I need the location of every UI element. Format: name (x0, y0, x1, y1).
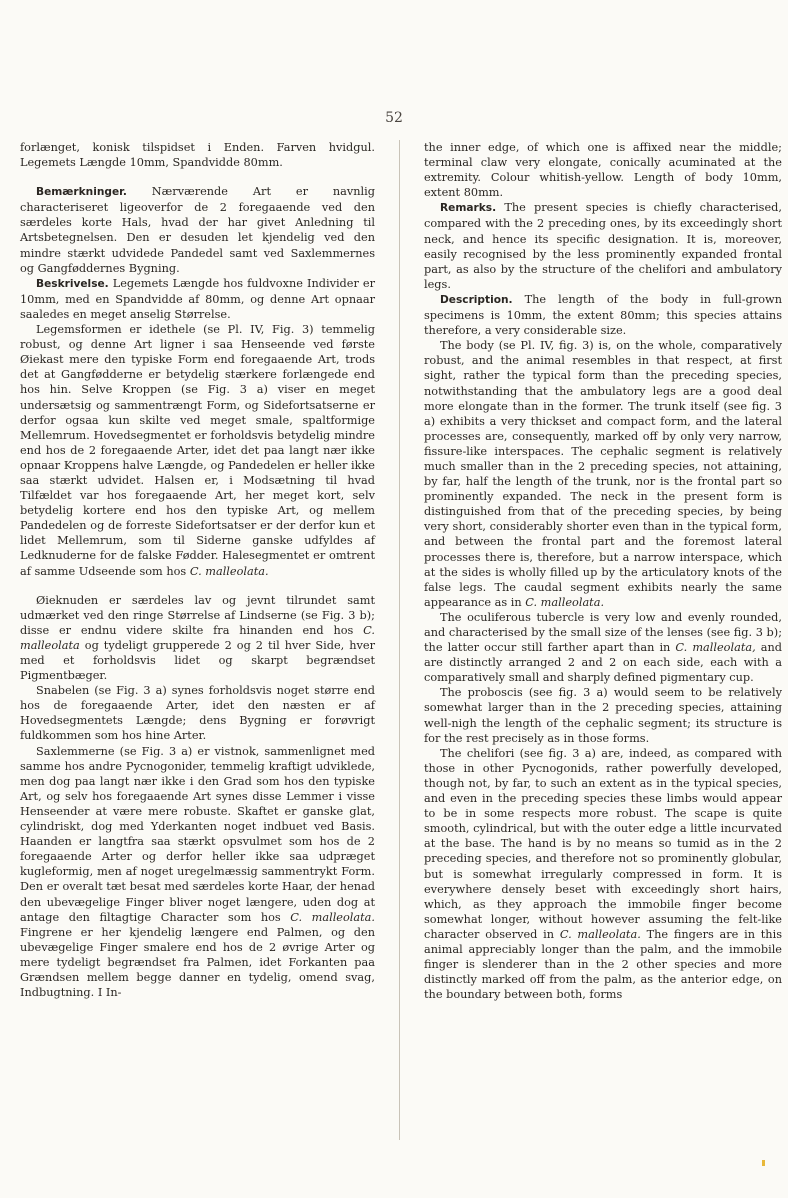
left-body-text: og tydeligt grupperede 2 og 2 til hver Side, hver med et forholdsvis lidet og skarpt begrændset Pigmentbæger. (20, 638, 375, 683)
right-body-text: The chelifori (see fig. 3 a) are, indeed, as compared with those in other Pycnogonids, rather powerfully developed, though not, by far, to such an extent as in the typical species, and even in the preceding species these limbs would appear to be in some respects more robust. The scape is quite smooth, cylindrical, but with the outer edge a little incurvated at the base. The hand is by no means so tumid as in the 2 preceding species, and therefore not so prominently globular, but is somewhat irregularly compressed in form. It is everywhere densely beset with exceedingly short hairs, which, as they approach the immobile finger become somewhat longer, without however assuming the felt-like character observed in (424, 746, 782, 941)
left-paragraph (20, 593, 375, 684)
remarks-heading-da: Bemærkninger. (36, 186, 127, 199)
right-paragraph (424, 338, 782, 610)
right-body-text: The fingers are in this animal appreciably longer than the palm, and the immobile finger is slenderer than in the 2 other species and more distinctly marked off from the palm, as the anterior edge, on the boundary between both, forms (424, 927, 782, 1002)
species-name: C. malleolata. (189, 564, 269, 578)
left-remarks-text: Nærværende Art er navnlig characteriseret ligeoverfor de 2 foregaaende ved den særdeles korte Hals, hvad der har givet Anledning til Artsbetegnelsen. Den er desuden let kjendelig ved den mindre stærkt udvidede Pandedel samt ved Saxlemmernes og Gangføddernes Bygning. (20, 185, 375, 275)
page-number: 52 (385, 110, 403, 126)
description-heading-da: Beskrivelse. (36, 277, 109, 290)
scan-mark (762, 1160, 765, 1166)
right-paragraph: the inner edge, of which one is affixed near the middle; terminal claw very elongate, conically acuminated at the extremity. Colour whitish-yellow. Length of body 10mm, extent 80mm. (424, 141, 782, 200)
left-paragraph: forlænget, konisk tilspidset i Enden. Farven hvidgul. Legemets Længde 10mm, Spandvidde 80mm. (20, 141, 375, 170)
right-remarks-paragraph (424, 200, 782, 292)
right-paragraph (424, 610, 782, 685)
left-description-paragraph (20, 276, 375, 322)
species-name: C. malleolata (20, 623, 376, 652)
remarks-heading-en: Remarks. (440, 202, 497, 215)
left-paragraph (20, 322, 375, 579)
left-paragraph: Snabelen (se Fig. 3 a) synes forholdsvis noget større end hos de foregaaende Arter, idet den næsten er af Hovedsegmentets Længde; dens Bygning er forøvrigt fuldkommen som hos hine Arter. (20, 684, 375, 743)
species-name: C. malleolata. (290, 910, 376, 924)
left-body-text: Fingrene er her kjendelig længere end Palmen, og den ubevægelige Finger smalere end hos de 2 øvrige Arter og mere tydeligt begrændset fra Palmen, idet Forkanten paa Grændsen mellem begge danner en tydelig, omend svag, Indbugtning. I In- (20, 925, 375, 1000)
right-paragraph: The proboscis (see fig. 3 a) would seem to be relatively somewhat larger than in the 2 preceding species, attaining well-nigh the length of the cephalic segment; its structure is for the rest precisely as in those forms. (424, 686, 782, 745)
right-body-text: The oculiferous tubercle is very low and evenly rounded, and characterised by the small size of the lenses (see fig. 3 b); the latter occur still farther apart than in (424, 610, 782, 655)
right-description-paragraph (424, 292, 782, 338)
left-body-text: Øieknuden er særdeles lav og jevnt tilrundet samt udmærket ved den ringe Størrelse af Lindserne (se Fig. 3 b); disse er endnu videre skilte fra hinanden end hos (20, 593, 375, 637)
right-description-text: The length of the body in full-grown specimens is 10mm, the extent 80mm; this species attains therefore, a very considerable size. (424, 292, 782, 338)
species-name: C. malleolata. (559, 927, 641, 941)
right-remarks-text: The present species is chiefly characterised, compared with the 2 preceding ones, by its exceedingly short neck, and hence its specific designation. It is, moreover, easily recognised by the less prominently expanded frontal part, as also by the structure of the chelifori and ambulatory legs. (424, 201, 782, 291)
left-column-danish (20, 140, 375, 1000)
description-heading-en: Description. (440, 293, 513, 306)
column-divider (399, 140, 400, 1140)
right-body-text: The body (se Pl. IV, fig. 3) is, on the whole, comparatively robust, and the animal resembles in that respect, at first sight, rather the typical form than the preceding species, notwithstanding that the ambulatory legs are a good deal more elongate than in the former. The trunk itself (see fig. 3 a) exhibits a very thickset and compact form, and the lateral processes are, consequently, marked off by only very narrow, fissure-like interspaces. The cephalic segment is relatively much smaller than in the 2 preceding species, not attaining, by far, half the length of the trunk, nor is the frontal part so prominently expanded. The neck in the present form is distinguished from that of the preceding species, by being very short, considerably shorter even than in the typical form, and between the frontal part and the foremost lateral processes there is, therefore, but a narrow interspace, which at the sides is wholly filled up by the articulatory knots of the false legs. The caudal segment exhibits nearly the same appearance as in (424, 339, 782, 609)
left-remarks-paragraph (20, 184, 375, 276)
left-body-text: Legemsformen er idethele (se Pl. IV, Fig. 3) temmelig robust, og denne Art ligner i saa Henseende ved første Øiekast mere den typiske Form end foregaaende Art, trods det at Gangfødderne er betydelig stærkere forlængede end hos hin. Selve Kroppen (se Fig. 3 a) viser en meget undersætsig og sammentrængt Form, og Sidefortsatserne er derfor ogsaa kun skilte ved meget smale, spaltformige Mellemrum. Hovedsegmentet er forholdsvis betydelig mindre end hos de 2 foregaaende Arter, idet det paa langt nær ikke opnaar Kroppens halve Længde, og Pandedelen er heller ikke saa stærkt udvidet. Halsen er, i Modsætning til hvad Tilfældet var hos foregaaende Art, her meget kort, selv betydelig kortere end hos den typiske Art, og mellem Pandedelen og de forreste Sidefortsatser er der derfor kun et lidet Mellemrum, som til Siderne ganske udfyldes af Ledknuderne for de falske Fødder. Halesegmentet er omtrent af samme Udseende som hos (20, 323, 375, 578)
left-description-text: Legemets Længde hos fuldvoxne Individer er 10mm, med en Spandvidde af 80mm, og denne Art opnaar saaledes en meget anselig Størrelse. (20, 276, 375, 321)
right-body-text: and are distinctly arranged 2 and 2 on each side, each with a comparatively small and sharply defined pigmentary cup. (424, 641, 783, 685)
left-body-text: Saxlemmerne (se Fig. 3 a) er vistnok, sammenlignet med samme hos andre Pycnogonider, temmelig kraftigt udviklede, men dog paa langt nær ikke i den Grad som hos den typiske Art, og selv hos foregaaende Art synes disse Lemmer i visse Henseender at være mere robuste. Skaftet er ganske glat, cylindriskt, dog med Yderkanten noget indbuet ved Basis. Haanden er langtfra saa stærkt opsvulmet som hos de 2 foregaaende Arter og derfor heller ikke saa udpræget kugleformig, men af noget uregelmæssig sammentrykt Form. Den er overalt tæt besat med særdeles korte Haar, der henad den ubevægelige Finger bliver noget længere, uden dog at antage den filtagtige Character som hos (20, 744, 375, 924)
species-name: C. malleolata, (675, 641, 756, 655)
species-name: C. malleolata. (525, 595, 605, 609)
left-paragraph (20, 744, 375, 1001)
right-paragraph (424, 746, 782, 1003)
right-column-english (424, 140, 782, 1002)
